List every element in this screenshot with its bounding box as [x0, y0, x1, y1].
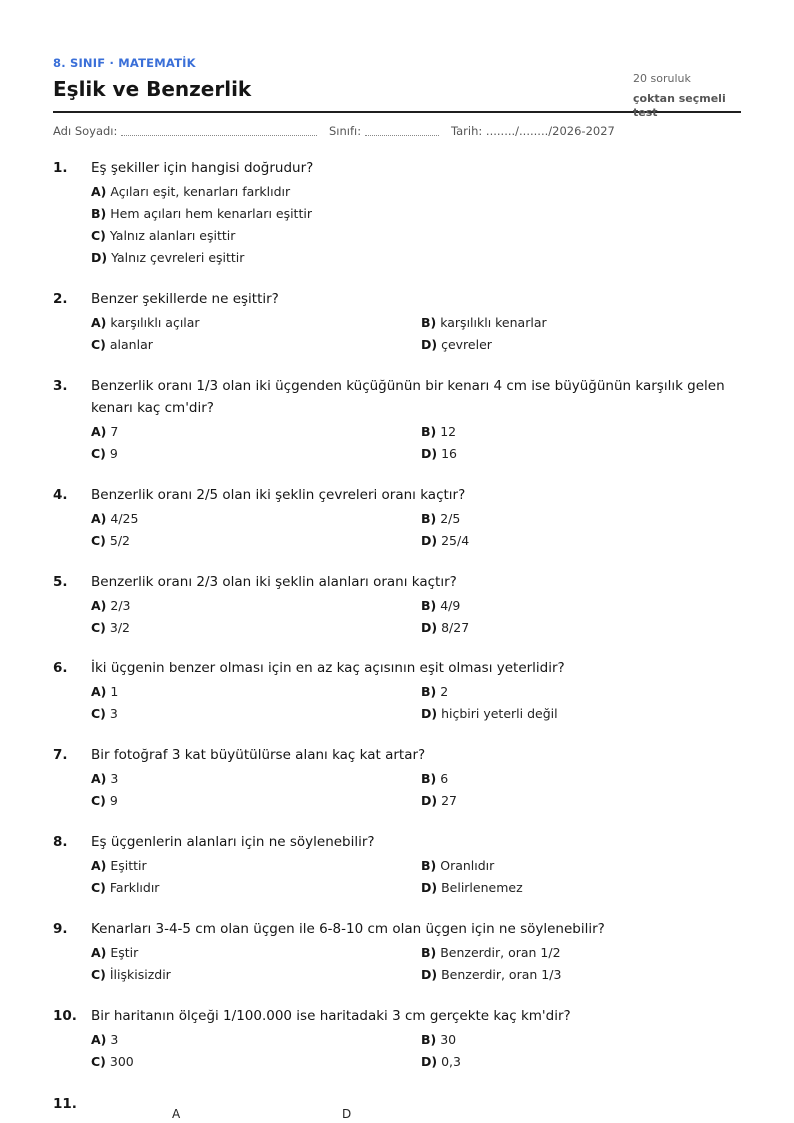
question-text: Kenarları 3-4-5 cm olan üçgen ile 6-8-10 cm olan üçgen için ne söylenebilir?: [91, 921, 605, 937]
option-b[interactable]: [421, 945, 561, 960]
student-info-row: [53, 124, 741, 140]
question-number: 8.: [53, 834, 68, 850]
option-b[interactable]: [421, 771, 448, 786]
question-number: 3.: [53, 378, 68, 394]
option-letter: C): [91, 967, 106, 982]
option-text: 3: [110, 771, 119, 786]
option-text: karşılıklı kenarlar: [440, 315, 547, 330]
question-text: İki üçgenin benzer olması için en az kaç açısının eşit olması yeterlidir?: [91, 660, 565, 676]
option-letter: B): [421, 684, 437, 699]
option-a[interactable]: [91, 1032, 118, 1047]
option-b[interactable]: [421, 1032, 456, 1047]
option-d[interactable]: [421, 706, 558, 721]
option-text: çevreler: [441, 337, 492, 352]
option-text: 2: [440, 684, 449, 699]
option-text: Oranlıdır: [440, 858, 495, 873]
option-text: alanlar: [109, 337, 153, 352]
option-letter: A): [91, 184, 107, 199]
option-letter: B): [421, 1032, 437, 1047]
question-text: Bir fotoğraf 3 kat büyütülürse alanı kaç kat artar?: [91, 747, 426, 763]
option-text: 3: [110, 1032, 119, 1047]
option-letter: D): [421, 620, 438, 635]
option-d[interactable]: [421, 880, 523, 895]
question-number: 10.: [53, 1008, 77, 1024]
option-letter: D): [91, 250, 108, 265]
option-letter: D): [421, 337, 438, 352]
option-letter: D): [421, 1054, 438, 1069]
option-text: 3/2: [109, 620, 130, 635]
option-letter: B): [421, 858, 437, 873]
question-number: 6.: [53, 660, 68, 676]
option-letter: A): [91, 684, 107, 699]
option-b[interactable]: [421, 511, 460, 526]
option-text: 30: [440, 1032, 457, 1047]
option-text: Hem açıları hem kenarları eşittir: [110, 206, 312, 221]
figure-label-a: A: [172, 1107, 181, 1121]
option-letter: A): [91, 1032, 107, 1047]
option-text: 1: [110, 684, 119, 699]
question-text: Eş üçgenlerin alanları için ne söylenebilir?: [91, 834, 375, 850]
option-letter: C): [91, 706, 106, 721]
page-title: Eşlik ve Benzerlik: [53, 77, 252, 101]
option-letter: B): [421, 771, 437, 786]
question-number: 7.: [53, 747, 68, 763]
option-letter: D): [421, 533, 438, 548]
option-letter: C): [91, 533, 106, 548]
option-text: Farklıdır: [109, 880, 160, 895]
option-text: 2/3: [110, 598, 131, 613]
option-letter: C): [91, 880, 106, 895]
option-a[interactable]: [91, 511, 138, 526]
option-text: 4/25: [110, 511, 139, 526]
option-c[interactable]: [91, 228, 235, 243]
option-c[interactable]: [91, 1054, 134, 1069]
option-letter: D): [421, 793, 438, 808]
option-letter: C): [91, 620, 106, 635]
option-c[interactable]: [91, 880, 159, 895]
option-letter: D): [421, 706, 438, 721]
option-a[interactable]: [91, 945, 138, 960]
grade-label: 8. SINIF · MATEMATİK: [53, 56, 196, 70]
option-letter: A): [91, 771, 107, 786]
question-text: Benzerlik oranı 1/3 olan iki üçgenden küçüğünün bir kenarı 4 cm ise büyüğünün karşılık gelen kenarı kaç cm'dir?: [91, 378, 725, 416]
option-letter: B): [91, 206, 107, 221]
option-text: 9: [109, 793, 118, 808]
option-letter: B): [421, 424, 437, 439]
question-count: 20 soruluk: [633, 72, 691, 85]
option-text: 7: [110, 424, 119, 439]
option-letter: A): [91, 945, 107, 960]
option-letter: D): [421, 880, 438, 895]
test-meta: [633, 72, 741, 120]
option-text: 9: [109, 446, 118, 461]
option-text: 12: [440, 424, 457, 439]
class-label: Sınıfı:: [329, 124, 362, 138]
option-d[interactable]: [421, 337, 492, 352]
option-c[interactable]: [91, 337, 153, 352]
option-text: İlişkisizdir: [109, 967, 171, 982]
class-field[interactable]: [365, 135, 439, 136]
option-letter: C): [91, 446, 106, 461]
question-number: 4.: [53, 487, 68, 503]
question-text: Eş şekiller için hangisi doğrudur?: [91, 160, 314, 176]
option-c[interactable]: [91, 620, 130, 635]
option-text: Belirlenemez: [441, 880, 523, 895]
option-letter: B): [421, 511, 437, 526]
option-letter: C): [91, 228, 106, 243]
option-d[interactable]: [421, 793, 457, 808]
option-letter: A): [91, 598, 107, 613]
option-text: Eşittir: [110, 858, 147, 873]
option-text: 300: [109, 1054, 134, 1069]
worksheet-page: [53, 0, 741, 1121]
option-letter: A): [91, 315, 107, 330]
option-a[interactable]: [91, 424, 118, 439]
question-number: 1.: [53, 160, 68, 176]
option-text: Açıları eşit, kenarları farklıdır: [110, 184, 291, 199]
question-number: 5.: [53, 574, 68, 590]
option-text: Benzerdir, oran 1/3: [441, 967, 562, 982]
option-d[interactable]: [421, 967, 561, 982]
option-d[interactable]: [421, 446, 457, 461]
option-letter: C): [91, 793, 106, 808]
option-c[interactable]: [91, 446, 118, 461]
option-b[interactable]: [421, 315, 547, 330]
option-letter: A): [91, 858, 107, 873]
option-text: Yalnız alanları eşittir: [109, 228, 236, 243]
option-text: 4/9: [440, 598, 461, 613]
option-text: 6: [440, 771, 449, 786]
option-letter: B): [421, 598, 437, 613]
option-d[interactable]: [421, 533, 469, 548]
option-text: hiçbiri yeterli değil: [441, 706, 558, 721]
header: [53, 0, 741, 119]
option-text: 27: [441, 793, 457, 808]
question-number: 11.: [53, 1096, 77, 1112]
option-text: Benzerdir, oran 1/2: [440, 945, 561, 960]
name-label: Adı Soyadı:: [53, 124, 118, 138]
option-b[interactable]: [421, 684, 448, 699]
option-letter: D): [421, 446, 438, 461]
question-text: Benzerlik oranı 2/5 olan iki şeklin çevreleri oranı kaçtır?: [91, 487, 466, 503]
option-a[interactable]: [91, 184, 290, 199]
figure-label-d: D: [342, 1107, 352, 1121]
question-text: Benzer şekillerde ne eşittir?: [91, 291, 279, 307]
option-d[interactable]: [91, 250, 244, 265]
option-d[interactable]: [421, 620, 469, 635]
question-number: 2.: [53, 291, 68, 307]
option-b[interactable]: [421, 424, 456, 439]
option-letter: B): [421, 945, 437, 960]
option-c[interactable]: [91, 533, 130, 548]
question-text: Benzerlik oranı 2/3 olan iki şeklin alanları oranı kaçtır?: [91, 574, 457, 590]
option-a[interactable]: [91, 315, 200, 330]
option-letter: C): [91, 337, 106, 352]
option-text: 25/4: [441, 533, 470, 548]
option-c[interactable]: [91, 793, 118, 808]
option-text: Yalnız çevreleri eşittir: [111, 250, 245, 265]
option-c[interactable]: [91, 967, 171, 982]
option-a[interactable]: [91, 598, 131, 613]
option-letter: A): [91, 424, 107, 439]
question-text: Bir haritanın ölçeği 1/100.000 ise haritadaki 3 cm gerçekte kaç km'dir?: [91, 1008, 571, 1024]
option-text: 2/5: [440, 511, 461, 526]
option-c[interactable]: [91, 706, 118, 721]
option-text: Eştir: [110, 945, 139, 960]
option-letter: B): [421, 315, 437, 330]
option-b[interactable]: [421, 858, 494, 873]
name-field[interactable]: [121, 135, 317, 136]
question-number: 9.: [53, 921, 68, 937]
test-type: çoktan seçmeli test: [633, 92, 726, 119]
option-text: 0,3: [441, 1054, 461, 1069]
option-letter: D): [421, 967, 438, 982]
option-a[interactable]: [91, 771, 118, 786]
option-a[interactable]: [91, 684, 118, 699]
option-a[interactable]: [91, 858, 147, 873]
option-b[interactable]: [421, 598, 460, 613]
option-text: karşılıklı açılar: [110, 315, 200, 330]
option-text: 8/27: [441, 620, 470, 635]
date-label: Tarih: ......../......../2026-2027: [451, 124, 615, 138]
option-letter: A): [91, 511, 107, 526]
option-d[interactable]: [421, 1054, 461, 1069]
option-letter: C): [91, 1054, 106, 1069]
option-text: 5/2: [109, 533, 130, 548]
option-text: 3: [109, 706, 118, 721]
option-text: 16: [441, 446, 457, 461]
option-b[interactable]: [91, 206, 312, 221]
